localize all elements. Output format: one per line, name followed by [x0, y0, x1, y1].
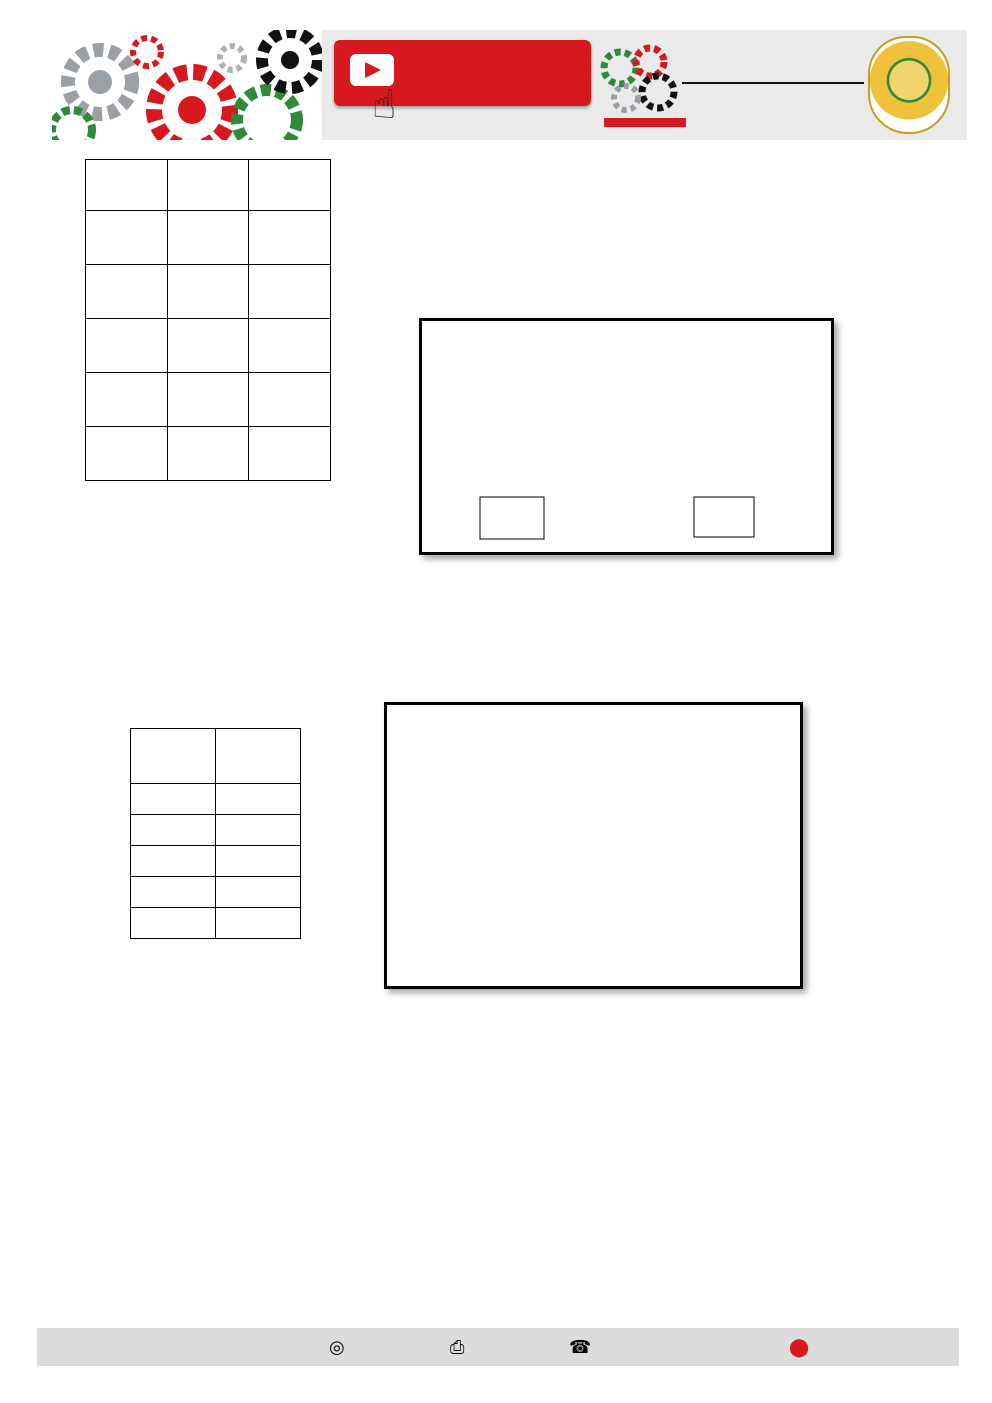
table-cell	[86, 427, 168, 481]
table-cell	[131, 815, 216, 846]
table-row	[86, 319, 331, 373]
table-cell	[86, 319, 168, 373]
table-cell	[86, 211, 168, 265]
instagram-icon: ◎	[329, 1337, 345, 1358]
table-row	[131, 815, 301, 846]
table-row	[131, 846, 301, 877]
new-kuwait-logo	[598, 40, 688, 130]
header-quantity-demanded	[249, 160, 331, 211]
demand-table	[130, 728, 301, 939]
table-cell	[216, 846, 301, 877]
table-cell	[131, 877, 216, 908]
demand-chart-svg	[387, 705, 800, 986]
table-cell	[249, 373, 331, 427]
table-cell	[167, 211, 249, 265]
table-cell	[131, 846, 216, 877]
table-header-row	[131, 729, 301, 784]
table-row	[131, 908, 301, 939]
table-cell	[249, 319, 331, 373]
supply-demand-svg	[422, 321, 831, 552]
header-divider	[682, 82, 864, 84]
table-cell	[249, 265, 331, 319]
fax-icon: ⎙	[450, 1337, 465, 1358]
table-row	[131, 877, 301, 908]
phone-icon: ☎	[569, 1337, 592, 1358]
header-quantity-supplied	[86, 160, 168, 211]
footer-bar	[37, 1328, 959, 1366]
table-header-row	[86, 160, 331, 211]
location-pin-icon: ⬤	[789, 1337, 810, 1358]
header-quantity-demanded	[216, 729, 301, 784]
table-cell	[86, 265, 168, 319]
table-cell	[216, 784, 301, 815]
supply-demand-table	[85, 159, 331, 481]
table-cell	[167, 265, 249, 319]
table-cell	[167, 427, 249, 481]
table-cell	[167, 373, 249, 427]
table-cell	[216, 908, 301, 939]
table-cell	[131, 908, 216, 939]
table-row	[86, 211, 331, 265]
supply-caption-box	[480, 497, 544, 539]
table-cell	[216, 815, 301, 846]
hand-cursor-icon: ☝	[372, 82, 397, 128]
gears-decoration	[52, 30, 322, 140]
table-cell	[131, 784, 216, 815]
table-row	[86, 373, 331, 427]
table-cell	[249, 427, 331, 481]
table-cell	[86, 373, 168, 427]
table-row	[86, 265, 331, 319]
table-row	[86, 427, 331, 481]
header-price	[131, 729, 216, 784]
table-row	[131, 784, 301, 815]
supply-demand-charts	[419, 318, 834, 555]
table-cell	[216, 877, 301, 908]
table-cell	[167, 319, 249, 373]
header-price	[167, 160, 249, 211]
demand-caption-box	[694, 497, 754, 537]
demand-chart	[384, 702, 803, 989]
table-cell	[249, 211, 331, 265]
kuwait-emblem	[868, 36, 950, 134]
